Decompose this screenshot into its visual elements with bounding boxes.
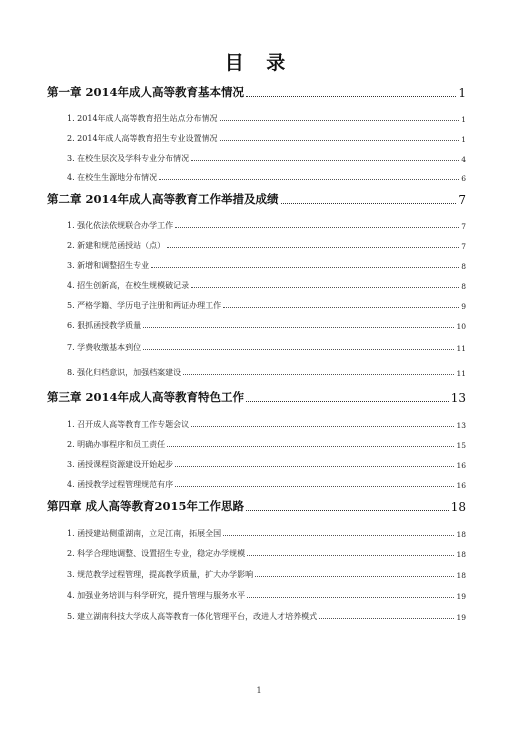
dot-leader: [175, 227, 459, 228]
toc-page-number: 18: [450, 500, 466, 514]
toc-title: 目 录: [224, 52, 294, 74]
toc-entry[interactable]: [0, 564, 518, 580]
toc-page-number: 8: [461, 262, 466, 271]
toc-page-number: 7: [461, 222, 466, 231]
toc-page-number: 11: [456, 344, 466, 353]
toc-entry[interactable]: [0, 606, 518, 622]
toc-entry[interactable]: [0, 255, 518, 271]
toc-chapter[interactable]: [0, 191, 518, 207]
toc-entry[interactable]: [0, 454, 518, 470]
toc-chapter[interactable]: [0, 389, 518, 405]
toc-label: 3. 规范教学过程管理，提高教学质量，扩大办学影响: [67, 570, 254, 579]
dot-leader: [220, 120, 460, 121]
toc-label: 3. 函授课程资源建设开始起步: [67, 460, 174, 469]
dot-leader: [191, 160, 459, 161]
toc-label: 4. 招生创新高，在校生规模破记录: [67, 281, 190, 290]
dot-leader: [220, 140, 460, 141]
toc-entry[interactable]: [0, 434, 518, 450]
dot-leader: [223, 535, 454, 536]
toc-entry[interactable]: [0, 108, 518, 124]
dot-leader: [255, 576, 454, 577]
dot-leader: [247, 597, 454, 598]
toc-page-number: 18: [456, 550, 466, 559]
toc-label: 5. 建立湖南科技大学成人高等教育一体化管理平台，改进人才培养模式: [67, 612, 318, 621]
toc-label: 4. 在校生生源地分布情况: [67, 173, 158, 182]
toc-label: 2. 新建和规范函授站（点）: [67, 241, 166, 250]
dot-leader: [247, 555, 454, 556]
dot-leader: [319, 618, 454, 619]
toc-chapter[interactable]: [0, 84, 518, 100]
dot-leader: [246, 510, 449, 511]
dot-leader: [183, 374, 454, 375]
toc-page-number: 7: [461, 242, 466, 251]
toc-entry[interactable]: [0, 275, 518, 291]
toc-page-number: 9: [461, 302, 466, 311]
toc-label: 5. 严格学籍、学历电子注册和两证办理工作: [67, 301, 222, 310]
toc-entry[interactable]: [0, 543, 518, 559]
toc-label: 2. 2014年成人高等教育招生专业设置情况: [67, 134, 218, 143]
toc-page-number: 8: [461, 282, 466, 291]
toc-page-number: 1: [461, 115, 466, 124]
dot-leader: [191, 426, 454, 427]
toc-entry[interactable]: [0, 523, 518, 539]
toc-label: 第三章 2014年成人高等教育特色工作: [47, 390, 245, 404]
toc-label: 第二章 2014年成人高等教育工作举措及成绩: [47, 192, 279, 206]
toc-page-number: 11: [456, 369, 466, 378]
toc-entry[interactable]: [0, 362, 518, 378]
toc-label: 3. 在校生层次及学科专业分布情况: [67, 154, 190, 163]
toc-label: 2. 明确办事程序和员工责任: [67, 440, 166, 449]
dot-leader: [167, 247, 459, 248]
toc-entry[interactable]: [0, 474, 518, 490]
dot-leader: [281, 203, 457, 204]
toc-label: 7. 学费收缴基本到位: [67, 343, 142, 352]
toc-label: 2. 科学合理地调整、设置招生专业，稳定办学规模: [67, 549, 246, 558]
toc-page-number: 1: [458, 86, 466, 100]
toc-label: 1. 2014年成人高等教育招生站点分布情况: [67, 114, 218, 123]
toc-label: 1. 强化依法依规联合办学工作: [67, 221, 174, 230]
dot-leader: [167, 446, 454, 447]
toc-entry[interactable]: [0, 167, 518, 183]
dot-leader: [246, 96, 456, 97]
toc-page-number: 13: [450, 391, 466, 405]
toc-page-number: 4: [461, 155, 466, 164]
dot-leader: [143, 349, 454, 350]
toc-label: 3. 新增和调整招生专业: [67, 261, 150, 270]
toc-label: 第一章 2014年成人高等教育基本情况: [47, 85, 245, 99]
toc-entry[interactable]: [0, 585, 518, 601]
toc-page-number: 6: [461, 174, 466, 183]
toc-page-number: 19: [456, 613, 466, 622]
toc-label: 6. 狠抓函授教学质量: [67, 321, 142, 330]
toc-label: 4. 函授教学过程管理规范有序: [67, 480, 174, 489]
toc-label: 8. 强化归档意识，加强档案建设: [67, 368, 182, 377]
toc-page-number: 7: [458, 193, 466, 207]
dot-leader: [159, 179, 459, 180]
toc-entry[interactable]: [0, 295, 518, 311]
toc-page-number: 15: [456, 441, 466, 450]
dot-leader: [223, 307, 459, 308]
dot-leader: [191, 287, 459, 288]
dot-leader: [175, 486, 454, 487]
toc-entry[interactable]: [0, 337, 518, 353]
toc-label: 1. 召开成人高等教育工作专题会议: [67, 420, 190, 429]
toc-entry[interactable]: [0, 128, 518, 144]
toc-page-number: 16: [456, 461, 466, 470]
footer-page-number: 1: [256, 686, 262, 695]
toc-entry[interactable]: [0, 215, 518, 231]
dot-leader: [151, 267, 459, 268]
dot-leader: [246, 401, 449, 402]
toc-page-number: 1: [461, 135, 466, 144]
dot-leader: [175, 466, 454, 467]
toc-label: 1. 函授建站侧重湖南，立足江南，拓展全国: [67, 529, 222, 538]
toc-page-number: 18: [456, 571, 466, 580]
toc-entry[interactable]: [0, 148, 518, 164]
toc-page-number: 18: [456, 530, 466, 539]
toc-page-number: 10: [456, 322, 466, 331]
toc-label: 4. 加强业务培训与科学研究，提升管理与服务水平: [67, 591, 246, 600]
toc-page-number: 16: [456, 481, 466, 490]
toc-entry[interactable]: [0, 315, 518, 331]
toc-entry[interactable]: [0, 414, 518, 430]
toc-page-number: 13: [456, 421, 466, 430]
toc-entry[interactable]: [0, 235, 518, 251]
dot-leader: [143, 327, 454, 328]
toc-label: 第四章 成人高等教育2015年工作思路: [47, 499, 245, 513]
toc-page-number: 19: [456, 592, 466, 601]
toc-chapter[interactable]: [0, 498, 518, 514]
